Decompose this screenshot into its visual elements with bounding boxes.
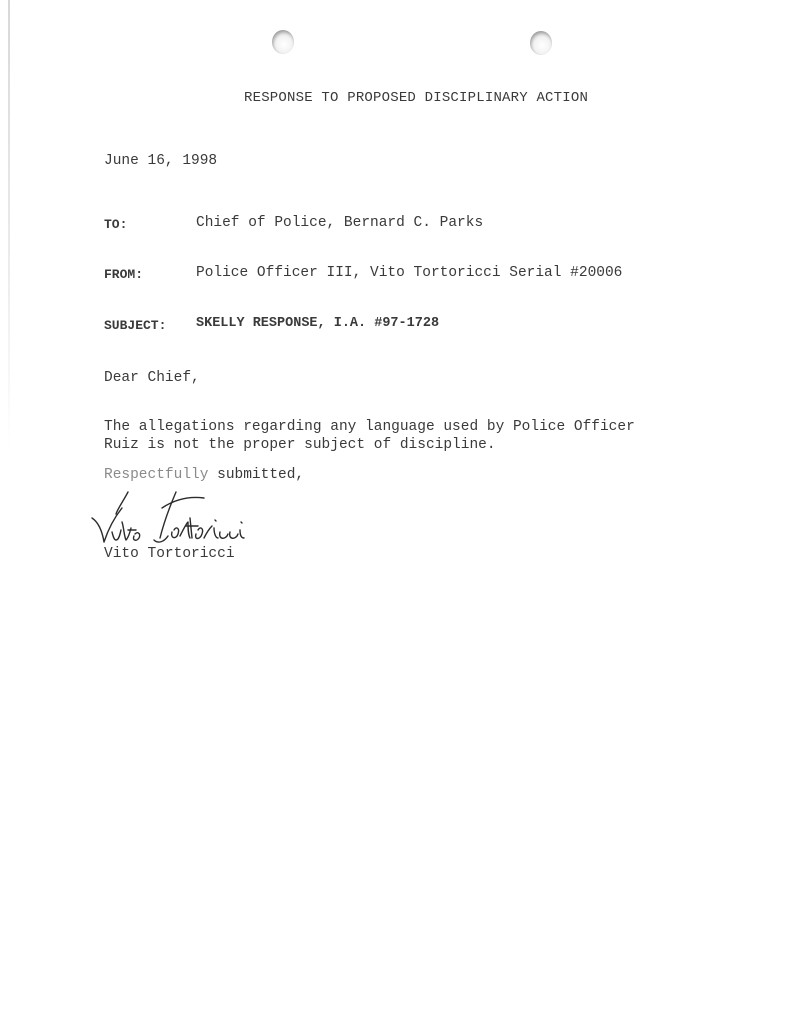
body-line-1: The allegations regarding any language used by Police Officer xyxy=(104,419,635,435)
handwritten-signature xyxy=(88,478,258,550)
from-label: FROM: xyxy=(104,267,144,282)
document-title: RESPONSE TO PROPOSED DISCIPLINARY ACTION xyxy=(244,90,589,106)
body-line-2: Ruiz is not the proper subject of discipline. xyxy=(104,437,496,453)
signer-name: Vito Tortoricci xyxy=(104,546,235,562)
closing-part-2: submitted, xyxy=(208,467,305,483)
from-value: Police Officer III, Vito Tortoricci Serial #20006 xyxy=(196,265,623,281)
subject-label: SUBJECT: xyxy=(104,318,167,333)
punch-hole-left xyxy=(272,30,294,54)
scan-edge-shadow xyxy=(8,0,10,450)
closing-part-1: Respectfully xyxy=(104,467,209,483)
salutation: Dear Chief, xyxy=(104,370,200,386)
punch-hole-right xyxy=(530,31,552,55)
to-value: Chief of Police, Bernard C. Parks xyxy=(196,215,484,231)
subject-value: SKELLY RESPONSE, I.A. #97-1728 xyxy=(196,316,440,331)
document-date: June 16, 1998 xyxy=(104,153,218,169)
to-label: TO: xyxy=(104,217,128,232)
